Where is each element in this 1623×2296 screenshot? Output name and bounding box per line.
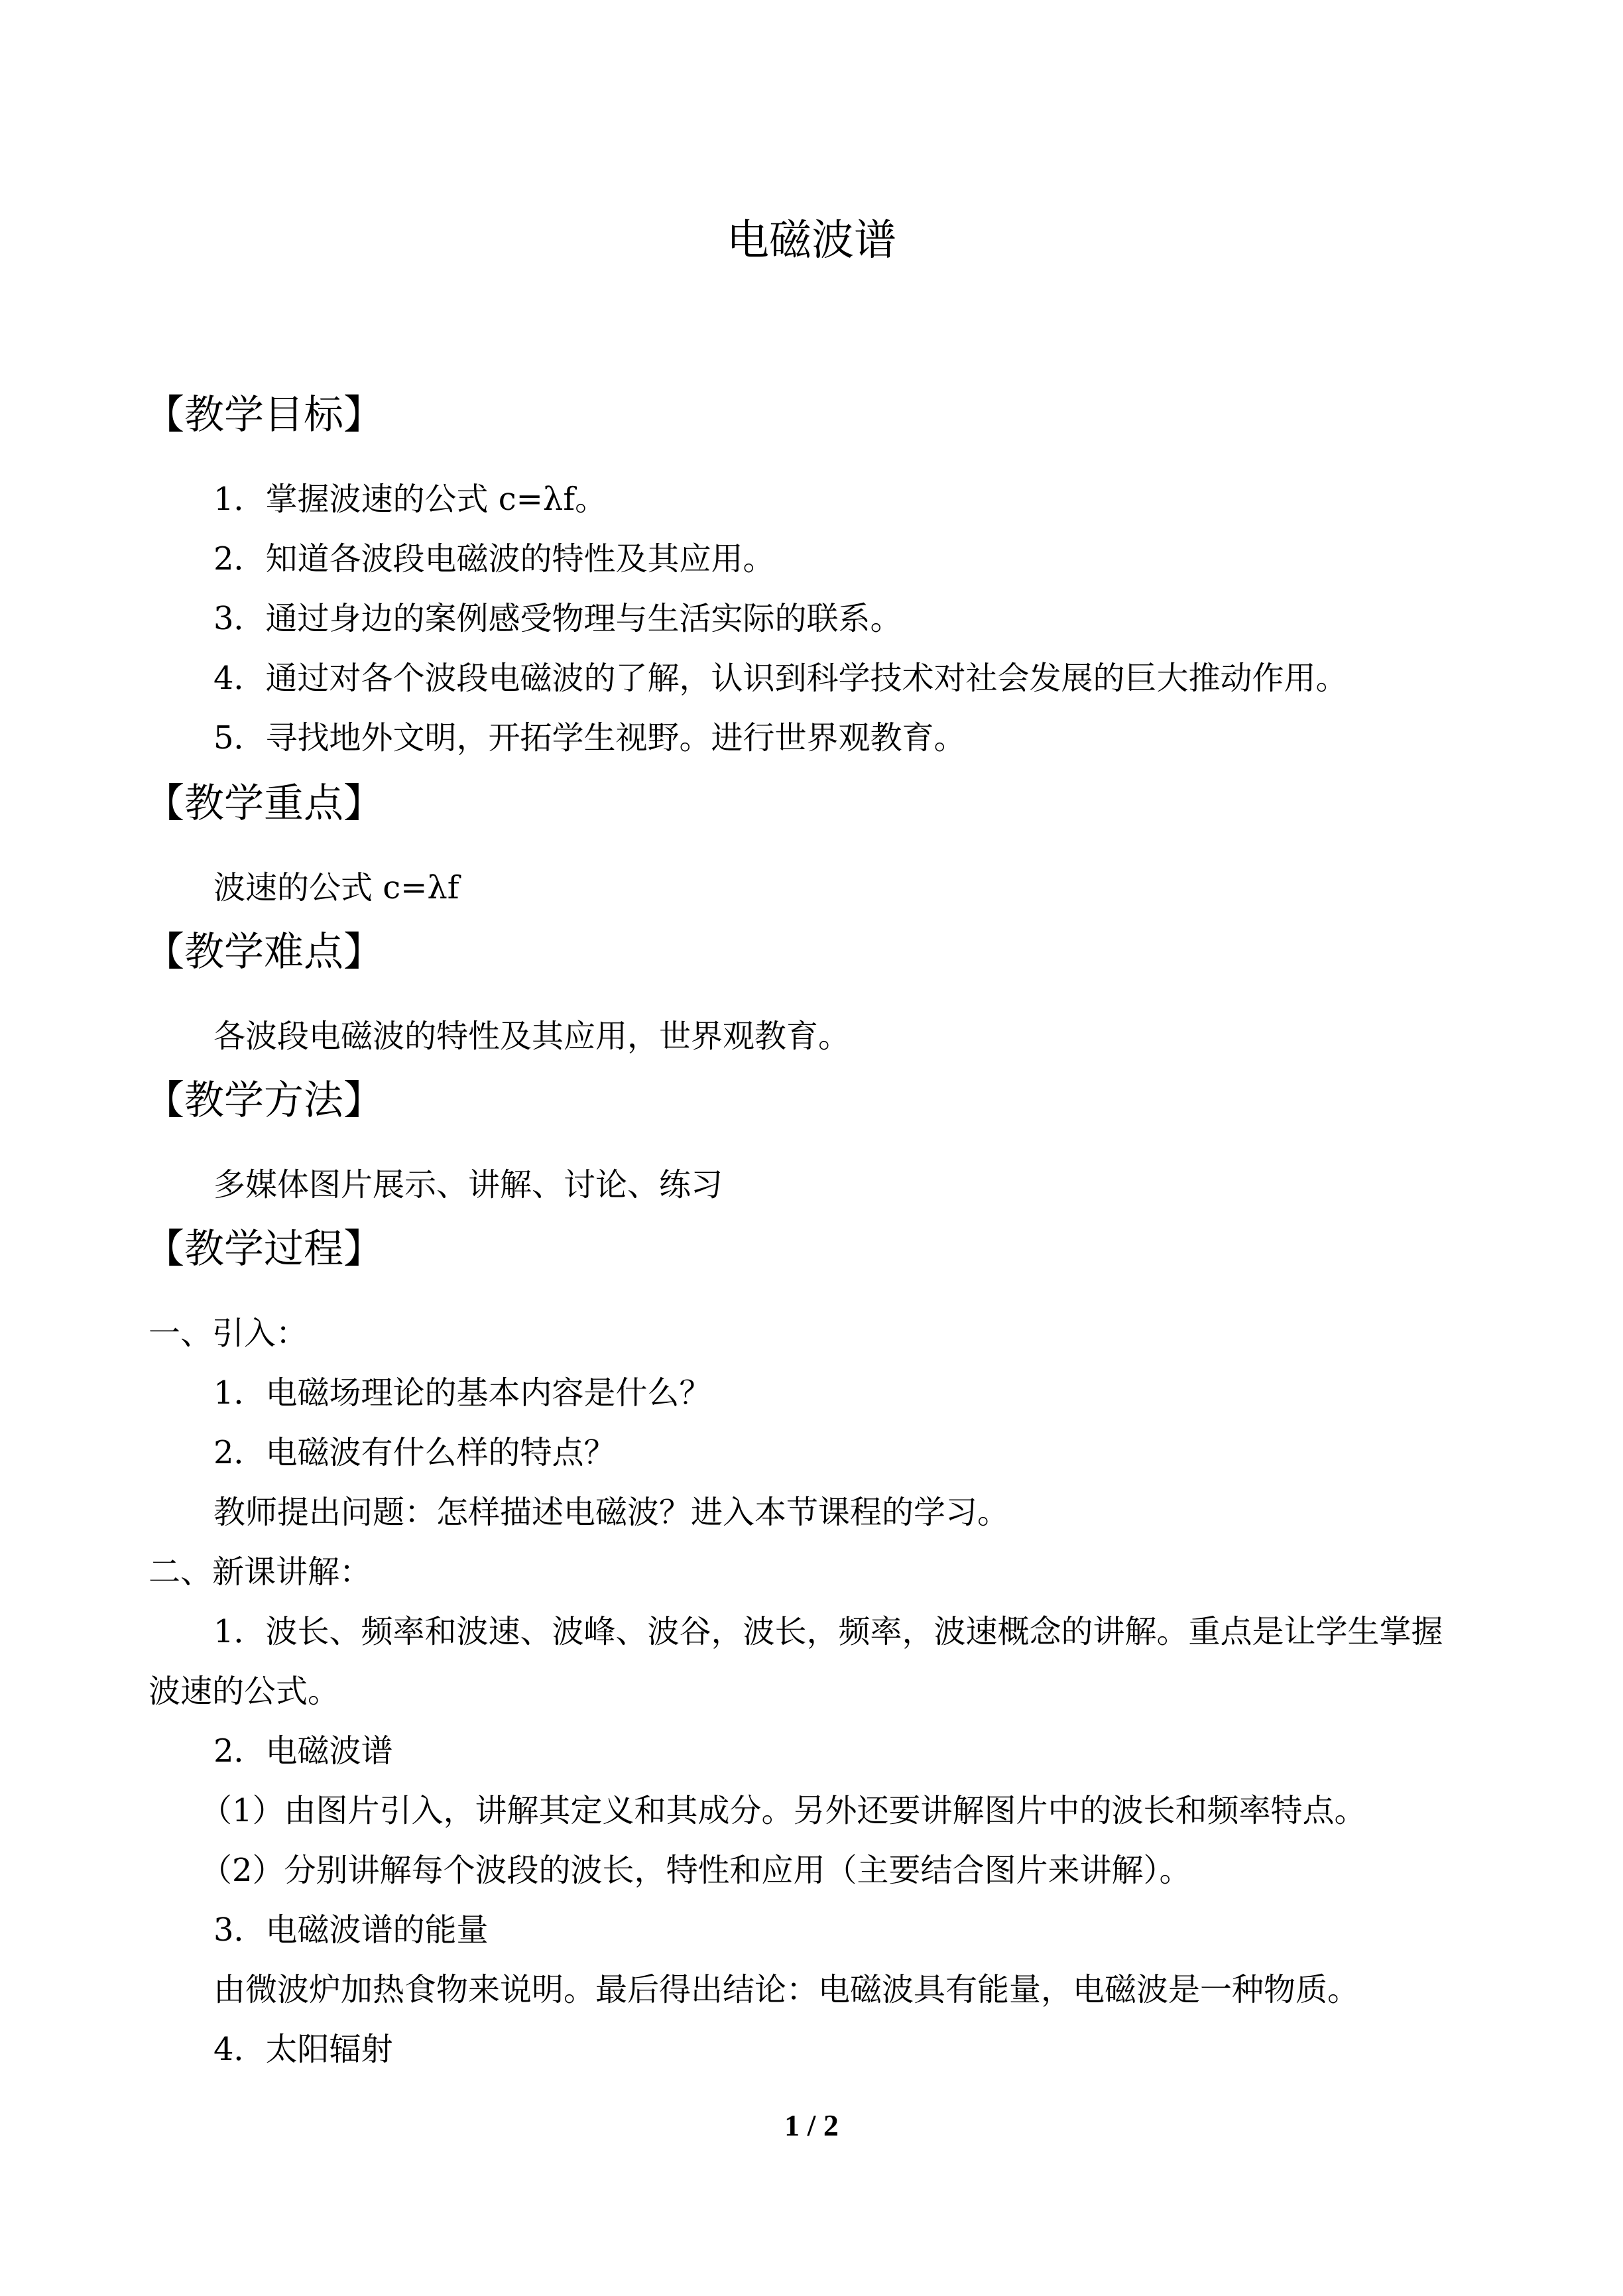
difficulties-text: 各波段电磁波的特性及其应用，世界观教育。 [213,1018,851,1055]
process-item-text: 由微波炉加热食物来说明。最后得出结论：电磁波具有能量，电磁波是一种物质。 [213,1971,1360,2008]
page-number: 1 / 2 [784,2108,839,2142]
section-heading-methods: 【教学方法】 [145,1077,383,1124]
objective-item: 5．寻找地外文明，开拓学生视野。进行世界观教育。 [213,719,966,756]
process-item: 1．电磁场理论的基本内容是什么？ [213,1374,711,1412]
process-part-title: 一、引入： [149,1315,308,1352]
process-item: 2．电磁波有什么样的特点？ [213,1434,616,1471]
section-heading-difficulties: 【教学难点】 [145,929,383,975]
section-heading-key-points: 【教学重点】 [145,780,383,827]
process-subitem: （2）分别讲解每个波段的波长，特性和应用（主要结合图片来讲解）。 [200,1852,1191,1889]
process-item-continuation: 波速的公式。 [149,1673,340,1710]
objective-item: 1．掌握波速的公式 c=λf。 [213,481,607,518]
objective-item: 2．知道各波段电磁波的特性及其应用。 [213,540,775,577]
process-subitem: （1）由图片引入，讲解其定义和其成分。另外还要讲解图片中的波长和频率特点。 [200,1792,1366,1829]
page-title: 电磁波谱 [727,216,896,265]
methods-text: 多媒体图片展示、讲解、讨论、练习 [213,1166,723,1203]
process-item: 1．波长、频率和波速、波峰、波谷，波长，频率，波速概念的讲解。重点是让学生掌握 [213,1613,1443,1650]
process-item: 3．电磁波谱的能量 [213,1911,489,1949]
section-heading-process: 【教学过程】 [145,1226,383,1272]
section-heading-objectives: 【教学目标】 [145,392,383,438]
process-item: 4．太阳辐射 [213,2031,393,2068]
process-item: 2．电磁波谱 [213,1732,393,1770]
objective-item: 4．通过对各个波段电磁波的了解，认识到科学技术对社会发展的巨大推动作用。 [213,660,1348,697]
key-points-text: 波速的公式 c=λf [213,869,459,906]
process-part-title: 二、新课讲解： [149,1553,372,1591]
process-item: 教师提出问题：怎样描述电磁波？进入本节课程的学习。 [213,1494,1010,1531]
objective-item: 3．通过身边的案例感受物理与生活实际的联系。 [213,600,902,637]
